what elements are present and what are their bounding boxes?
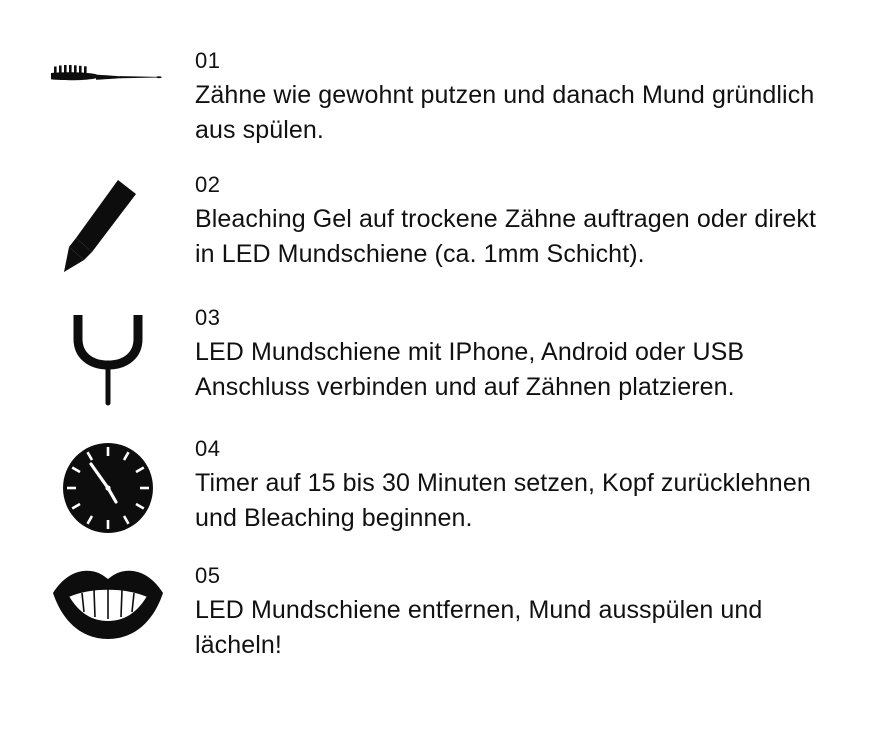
step-text: LED Mundschiene mit IPhone, Android oder USB Anschluss verbinden und auf Zähnen platzieren. <box>195 338 745 401</box>
step-number: 03 <box>195 305 221 330</box>
mouth-tray-icon <box>62 309 154 414</box>
step-text: Zähne wie gewohnt putzen und danach Mund gründlich aus spülen. <box>195 81 815 144</box>
step-icon-container <box>20 303 195 414</box>
step-icon-container <box>20 561 195 648</box>
step-icon-container <box>20 434 195 541</box>
step-number: 02 <box>195 172 221 197</box>
instruction-step <box>20 434 872 541</box>
step-number: 05 <box>195 563 221 588</box>
toothbrush-icon <box>48 54 168 105</box>
step-number: 01 <box>195 48 221 73</box>
step-body <box>195 170 872 272</box>
step-body <box>195 303 872 405</box>
instruction-step <box>20 561 872 663</box>
step-text: Bleaching Gel auf trockene Zähne auftragen oder direkt in LED Mundschiene (ca. 1mm Schicht). <box>195 205 817 268</box>
step-body <box>195 561 872 663</box>
instruction-step <box>20 170 872 283</box>
step-body <box>195 434 872 536</box>
step-text: LED Mundschiene entfernen, Mund ausspülen und lächeln! <box>195 596 763 659</box>
step-number: 04 <box>195 436 221 461</box>
clock-icon <box>60 440 156 541</box>
step-text: Timer auf 15 bis 30 Minuten setzen, Kopf zurücklehnen und Bleaching beginnen. <box>195 469 811 532</box>
step-body <box>195 46 872 148</box>
instruction-step <box>20 46 872 148</box>
gel-pen-icon <box>62 176 154 283</box>
step-icon-container <box>20 170 195 283</box>
instruction-step <box>20 303 872 414</box>
smiling-lips-icon <box>49 567 167 648</box>
step-icon-container <box>20 48 195 105</box>
